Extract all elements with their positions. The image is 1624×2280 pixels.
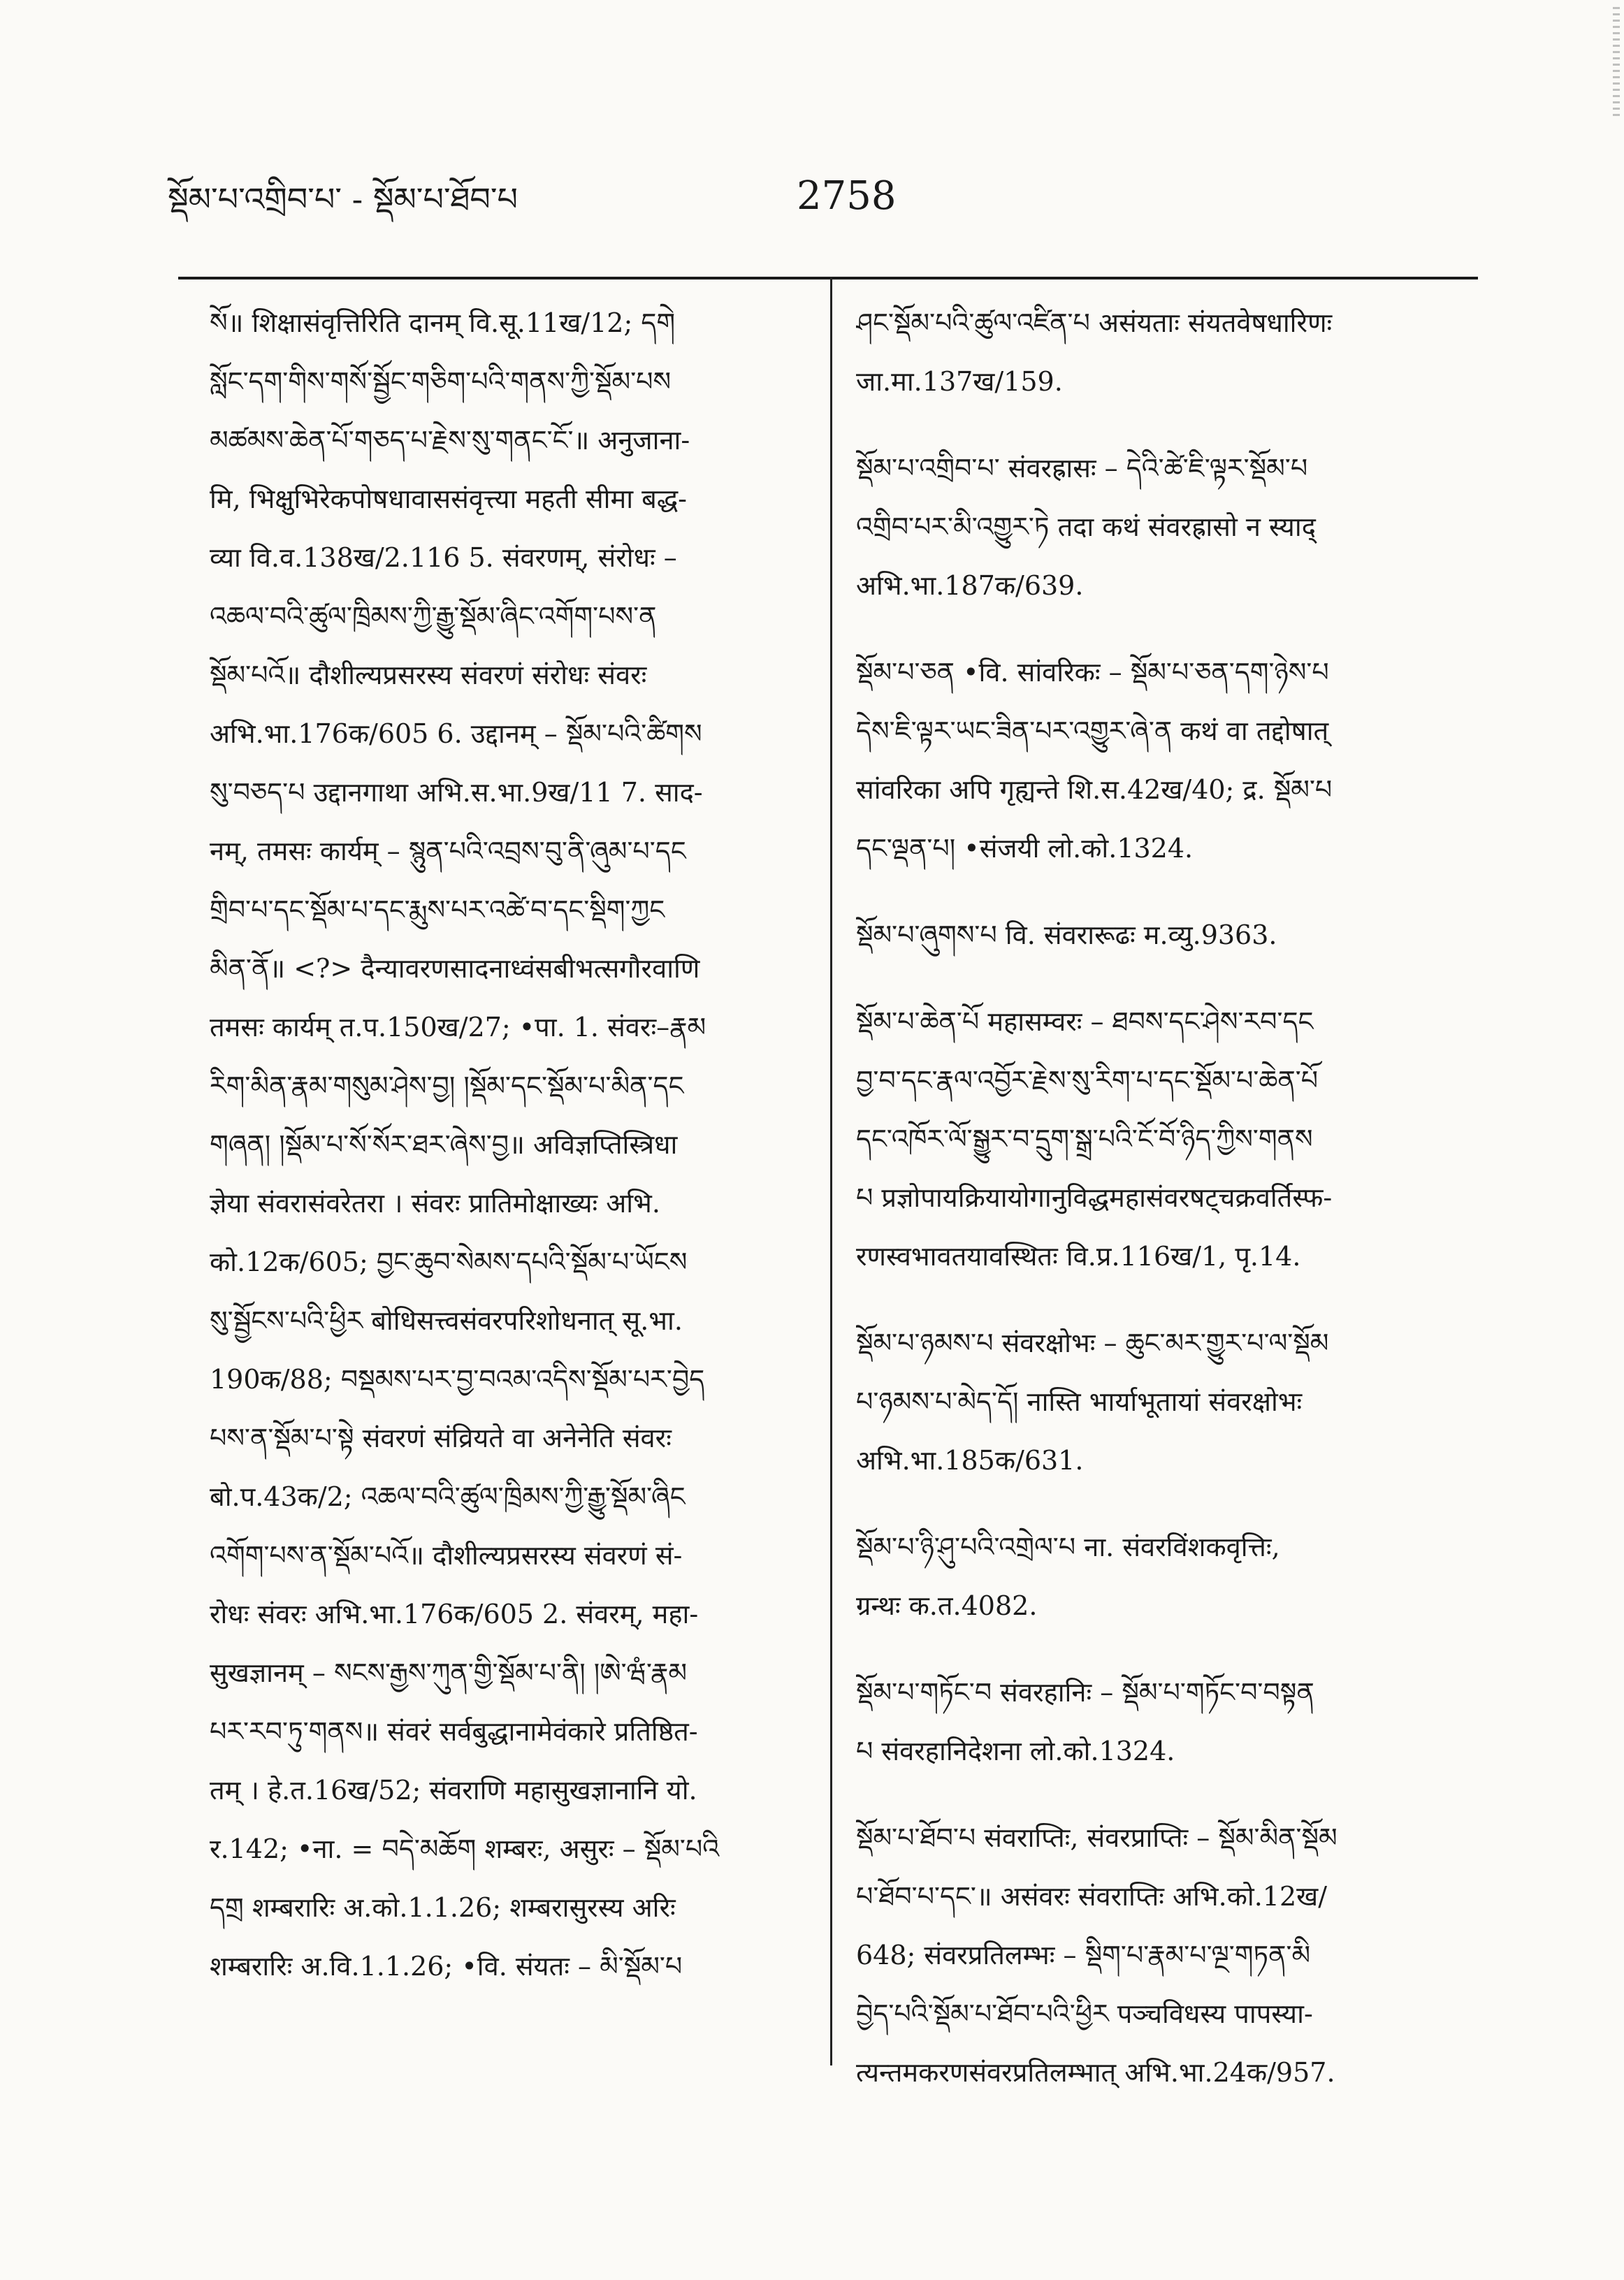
text-line: འཆལ་བའི་ཚུལ་ཁྲིམས་ཀྱི་རྒྱུ་སྡོམ་ཞིང་འགོག་པས་ན	[210, 601, 657, 632]
text-line: སུ་སྦྱོངས་པའི་ཕྱིར बोधिसत्त्वसंवरपरिशोधनात् सू.भा.	[210, 1305, 683, 1336]
dictionary-entry	[856, 293, 1485, 411]
text-line: र.142; •ना. = བདེ་མཆོག शम्बरः, असुरः – སྡོམ་པའི	[210, 1834, 720, 1864]
text-line: སྡོམ་པ་ཐོབ་པ संवराप्तिः, संवरप्राप्तिः – སྡོམ་མིན་སྡོམ	[856, 1822, 1337, 1853]
text-line: को.12क/605; བྱང་ཆུབ་སེམས་དཔའི་སྡོམ་པ་ཡོངས	[210, 1247, 688, 1277]
text-line: འགྲིབ་པར་མི་འགྱུར་ཏེ तदा कथं संवरह्रासो न स्याद्	[856, 511, 1316, 542]
text-line: बो.प.43क/2; འཆལ་བའི་ཚུལ་ཁྲིམས་ཀྱི་རྒྱུ་སྡོམ་ཞིང	[210, 1481, 686, 1512]
text-line: སྡོམ་པ་ཞུགས་པ वि. संवरारूढः म.व्यु.9363.	[856, 920, 1277, 950]
page-number: 2758	[797, 173, 897, 219]
entry-spacer	[856, 1635, 1485, 1663]
text-line: तमसः कार्यम् त.प.150ख/27; •पा. 1. संवरः–རྣམ	[210, 1012, 706, 1043]
text-line: པར་རབ་ཏུ་གནས॥ संवरं सर्वबुद्धानामेवंकारे प्रतिष्ठित-	[210, 1716, 698, 1747]
text-line: འགོག་པས་ན་སྡོམ་པའོ॥ दौशील्यप्रसरस्य संवरणं सं-	[210, 1540, 683, 1571]
text-line: མཚམས་ཆེན་པོ་གཅད་པ་རྗེས་སུ་གནང་ངོ་॥ अनुजाना-	[210, 425, 690, 456]
text-line: अभि.भा.176क/605 6. उद्दानम् – སྡོམ་པའི་ཚིགས	[210, 718, 702, 749]
text-line: व्या वि.व.138ख/2.116 5. संवरणम्, संरोधः –	[210, 542, 677, 573]
dictionary-entry	[856, 1314, 1485, 1490]
text-line: སྡོམ་པའོ॥ दौशील्यप्रसरस्य संवरणं संरोधः संवरः	[210, 660, 647, 690]
text-line: ཤང་སྡོམ་པའི་ཚུལ་འཛིན་པ असंयताः संयतवेषधारिणः	[856, 307, 1333, 338]
text-line: དགྲ शम्बरारिः अ.को.1.1.26; शम्बरासुरस्य अरिः	[210, 1892, 676, 1923]
entry-spacer	[856, 1780, 1485, 1808]
dictionary-entry	[856, 439, 1485, 615]
text-line: པས་ན་སྡོམ་པ་སྟེ संवरणं संव्रियते वा अनेनेति संवरः	[210, 1423, 672, 1453]
text-line: སྡོམ་པ་ཆེན་པོ महासम्वरः – ཐབས་དང་ཤེས་རབ་དང	[856, 1006, 1314, 1037]
text-line: रणस्वभावतयावस्थितः वि.प्र.116ख/1, पृ.14.	[856, 1241, 1301, 1272]
dictionary-entry	[856, 992, 1485, 1286]
entry-spacer	[856, 878, 1485, 906]
text-line: 190क/88; བསྡམས་པར་བྱ་བའམ་འདིས་སྡོམ་པར་བྱེད	[210, 1364, 705, 1395]
scan-edge-speckle	[1613, 7, 1620, 119]
text-line: སོ॥ शिक्षासंवृत्तिरिति दानम् वि.सू.11ख/12; དགེ	[210, 307, 676, 338]
entry-spacer	[856, 1490, 1485, 1518]
text-line: སྡོམ་པ་ཅན •वि. सांवरिकः – སྡོམ་པ་ཅན་དག་ཉེས་པ	[856, 657, 1329, 688]
right-column	[856, 293, 1485, 2102]
text-line: སྡོམ་པ་ཉི་ཤུ་པའི་འགྲེལ་པ ना. संवरविंशकवृत्तिः,	[856, 1532, 1280, 1562]
text-line: तम् । हे.त.16ख/52; संवराणि महासुखज्ञानानि यो.	[210, 1775, 697, 1806]
text-line: དང་འཁོར་ལོ་སྒྱུར་བ་དྲུག་སྒྲ་པའི་ངོ་བོ་ཉིད་ཀྱིས་གནས	[856, 1124, 1313, 1154]
text-line: པ प्रज्ञोपायक्रियायोगानुविद्धमहासंवरषट्चक्रवर्तिस्फ-	[856, 1182, 1333, 1213]
text-line: དེས་ཇི་ལྟར་ཡང་ཟིན་པར་འགྱུར་ཞེ་ན कथं वा तद्दोषात्	[856, 716, 1329, 746]
text-line: མིན་ནོ॥ <?> दैन्यावरणसादनाध्वंसबीभत्सगौरवाणि	[210, 953, 700, 984]
dictionary-entry	[856, 643, 1485, 878]
text-line: བྱ་བ་དང་རྣལ་འབྱོར་རྗེས་སུ་རིག་པ་དང་སྡོམ་པ་ཆེན་པོ	[856, 1065, 1319, 1096]
text-line: सांवरिका अपि गृह्यन्ते शि.स.42ख/40; द्र. སྡོམ་པ	[856, 774, 1333, 805]
text-line: སུ་བཅད་པ उद्दानगाथा अभि.स.भा.9ख/11 7. साद-	[210, 777, 703, 808]
dictionary-entry	[856, 906, 1485, 964]
entry-spacer	[856, 964, 1485, 992]
text-line: སྡོམ་པ་འགྲིབ་པ་ संवरह्रासः – དེའི་ཚེ་ཇི་ལྟར་སྡོམ་པ	[856, 453, 1308, 484]
text-line: གཞན། །སྡོམ་པ་སོ་སོར་ཐར་ཞེས་བྱ॥ अविज्ञप्तिस्त्रिधा	[210, 1129, 678, 1160]
dictionary-entry	[856, 1518, 1485, 1635]
running-head: སྡོམ་པ་འགྲིབ་པ་ - སྡོམ་པ་ཐོབ་པ	[168, 180, 519, 218]
text-line: གྲིབ་པ་དང་སྡོམ་པ་དང་རྨུས་པར་འཚེ་བ་དང་སྡིག་ཀྱང	[210, 894, 665, 925]
text-line: པ་ཉམས་པ་མེད་དོ། नास्ति भार्याभूतायां संवरक्षोभः	[856, 1386, 1303, 1417]
text-line: རིག་མིན་རྣམ་གསུམ་ཤེས་བྱ། །སྡོམ་དང་སྡོམ་པ་མིན་དང	[210, 1070, 684, 1101]
entry-spacer	[856, 411, 1485, 439]
text-line: སྡོམ་པ་གཏོང་བ संवरहानिः – སྡོམ་པ་གཏོང་བ་བསྟན	[856, 1677, 1314, 1708]
text-line: जा.मा.137ख/159.	[856, 366, 1063, 397]
text-line: དང་ལྡན་པ། •संजयी लो.को.1324.	[856, 833, 1194, 864]
text-line: ग्रन्थः क.त.4082.	[856, 1590, 1038, 1621]
text-line: པ་ཐོབ་པ་དང་॥ असंवरः संवराप्तिः अभि.को.12ख/	[856, 1881, 1328, 1912]
text-line: अभि.भा.187क/639.	[856, 570, 1084, 601]
text-line: सुखज्ञानम् – སངས་རྒྱས་ཀུན་གྱི་སྡོམ་པ་ནི། །ཨེ་ཝཾ་རྣམ	[210, 1657, 688, 1688]
text-line: शम्बरारिः अ.वि.1.1.26; •वि. संयतः – མི་སྡོམ་པ	[210, 1951, 683, 1982]
text-line: अभि.भा.185क/631.	[856, 1445, 1084, 1476]
text-line: པ संवरहानिदेशना लो.को.1324.	[856, 1736, 1175, 1766]
text-line: 648; संवरप्रतिलम्भः – སྡིག་པ་རྣམ་པ་ལྔ་གཏན་མི	[856, 1940, 1311, 1970]
entry-spacer	[856, 1286, 1485, 1314]
text-line: ज्ञेया संवरासंवरेतरा । संवरः प्रातिमोक्षाख्यः अभि.	[210, 1188, 660, 1219]
dictionary-entry	[856, 1808, 1485, 2102]
header-rule	[178, 277, 1478, 279]
text-line: रोधः संवरः अभि.भा.176क/605 2. संवरम्, महा-	[210, 1599, 699, 1629]
text-line: त्यन्तमकरणसंवरप्रतिलम्भात् अभि.भा.24क/957.	[856, 2057, 1335, 2088]
text-line: नम्, तमसः कार्यम् – སྙུན་པའི་འབྲས་བུ་ནི་ཞུམ་པ་དང	[210, 836, 686, 866]
text-line: སྡོམ་པ་ཉམས་པ संवरक्षोभः – ཆུང་མར་གྱུར་པ་ལ་སྡོམ	[856, 1328, 1329, 1358]
text-line: मि, भिक्षुभिरेकपोषधावाससंवृत्त्या महती सीमा बद्ध-	[210, 484, 688, 514]
column-divider	[830, 277, 832, 2065]
text-line: སློང་དག་གིས་གསོ་སྦྱོང་གཅིག་པའི་གནས་ཀྱི་སྡོམ་པས	[210, 366, 672, 397]
left-column	[210, 293, 804, 1996]
dictionary-entry	[856, 1663, 1485, 1780]
entry-spacer	[856, 615, 1485, 643]
text-line: བྱེད་པའི་སྡོམ་པ་ཐོབ་པའི་ཕྱིར पञ्चविधस्य पापस्या-	[856, 1998, 1313, 2029]
